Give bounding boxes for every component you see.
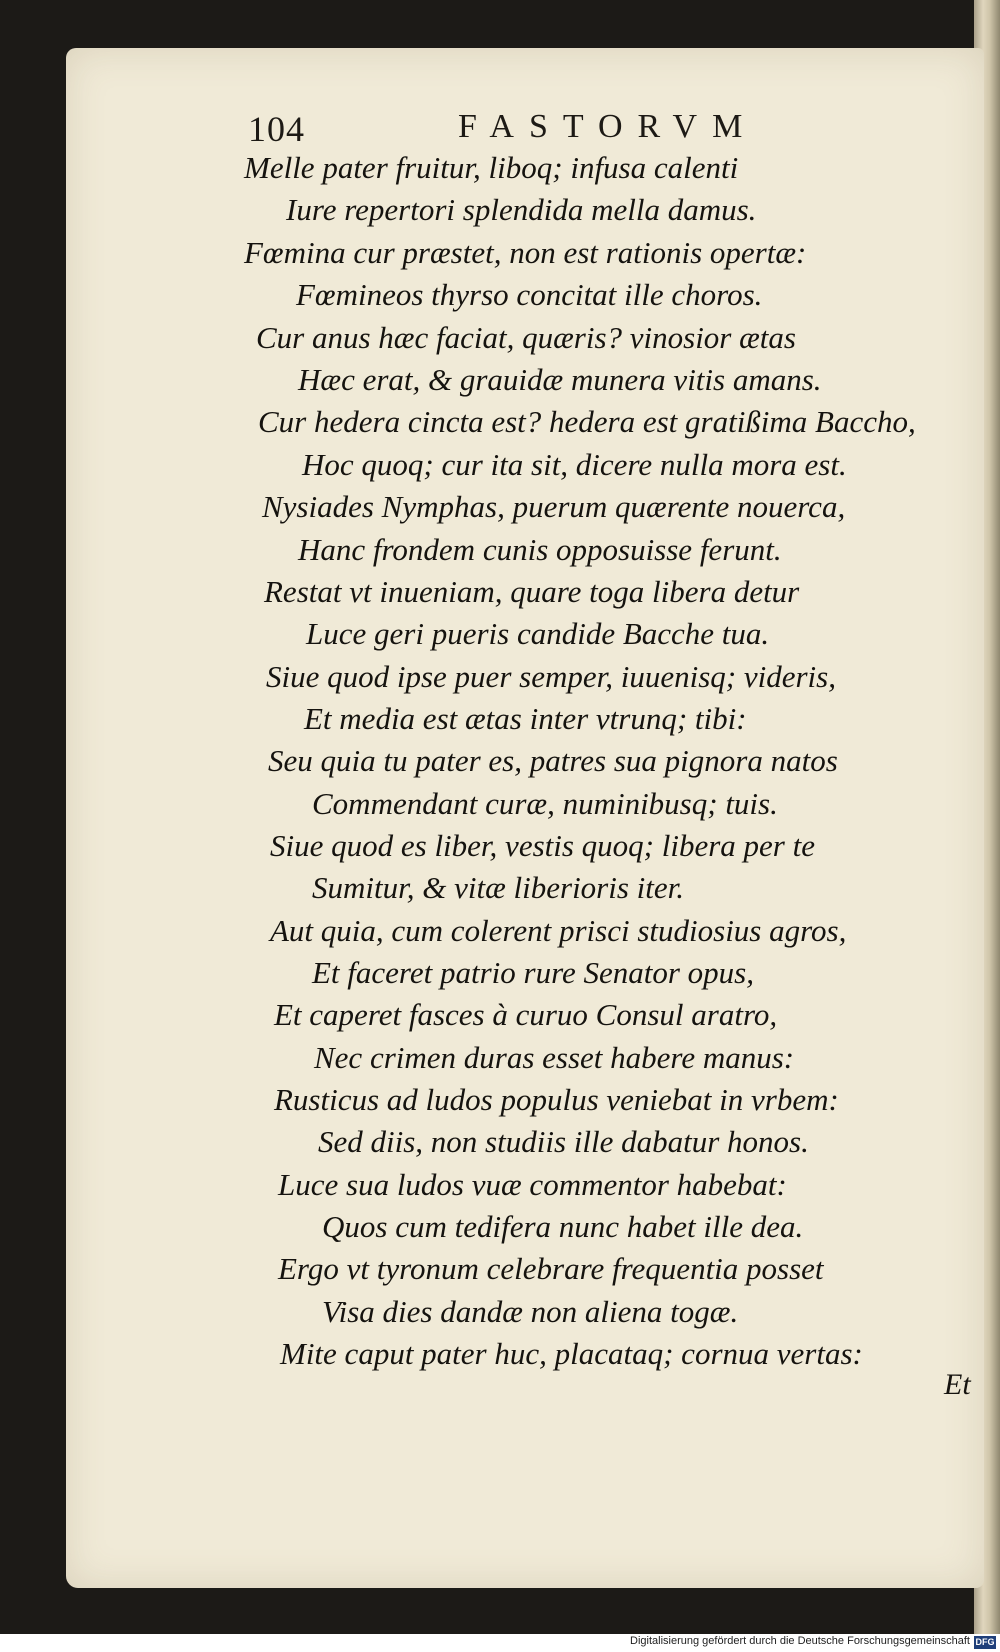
verse-line: Melle pater fruitur, liboq; infusa calenti: [244, 150, 739, 185]
verse-line: Et faceret patrio rure Senator opus,: [312, 955, 754, 990]
verse-line: Visa dies dandæ non aliena togæ.: [322, 1294, 739, 1329]
verse-line: Siue quod ipse puer semper, iuuenisq; videris,: [266, 659, 836, 694]
verse-line: Cur hedera cincta est? hedera est gratißima Baccho,: [258, 404, 916, 439]
verse-line: Iure repertori splendida mella damus.: [286, 192, 757, 227]
verse-line: Hæc erat, & grauidæ munera vitis amans.: [298, 362, 822, 397]
verse-line: Rusticus ad ludos populus veniebat in vrbem:: [274, 1082, 839, 1117]
verse-line: Et media est ætas inter vtrunq; tibi:: [304, 701, 747, 736]
verse-line: Fœmineos thyrso concitat ille choros.: [296, 277, 763, 312]
running-title: FASTORVM: [458, 108, 758, 145]
verse-line: Restat vt inueniam, quare toga libera detur: [264, 574, 800, 609]
verse-line: Cur anus hæc faciat, quæris? vinosior ætas: [256, 320, 796, 355]
verse-line: Nec crimen duras esset habere manus:: [314, 1040, 795, 1075]
catchword: Et: [944, 1368, 971, 1401]
dfg-logo: DFG: [975, 1637, 995, 1647]
verse-line: Commendant curæ, numinibusq; tuis.: [312, 786, 778, 821]
verse-line: Mite caput pater huc, placataq; cornua vertas:: [280, 1336, 863, 1371]
verse-line: Nysiades Nymphas, puerum quærente nouerca,: [262, 489, 846, 524]
page-number: 104: [248, 109, 305, 149]
verse-line: Siue quod es liber, vestis quoq; libera per te: [270, 828, 815, 863]
verse-line: Luce sua ludos vuæ commentor habebat:: [278, 1167, 787, 1202]
verse-line: Ergo vt tyronum celebrare frequentia posset: [278, 1251, 824, 1286]
verse-line: Sed diis, non studiis ille dabatur honos.: [318, 1124, 809, 1159]
verse-line: Sumitur, & vitæ liberioris iter.: [312, 870, 685, 905]
verse-line: Hanc frondem cunis opposuisse ferunt.: [298, 532, 782, 567]
verse-line: Luce geri pueris candide Bacche tua.: [306, 616, 770, 651]
verse-line: Et caperet fasces à curuo Consul aratro,: [274, 997, 778, 1032]
digitization-footer: [0, 1634, 1000, 1652]
funding-credit: Digitalisierung gefördert durch die Deutsche Forschungsgemeinschaft: [630, 1635, 970, 1647]
verse-line: Aut quia, cum colerent prisci studiosius agros,: [270, 913, 847, 948]
verse-line: Fœmina cur præstet, non est rationis opertæ:: [244, 235, 807, 270]
verse-line: Quos cum tedifera nunc habet ille dea.: [322, 1209, 804, 1244]
verse-line: Seu quia tu pater es, patres sua pignora natos: [268, 743, 838, 778]
verse-line: Hoc quoq; cur ita sit, dicere nulla mora est.: [302, 447, 847, 482]
